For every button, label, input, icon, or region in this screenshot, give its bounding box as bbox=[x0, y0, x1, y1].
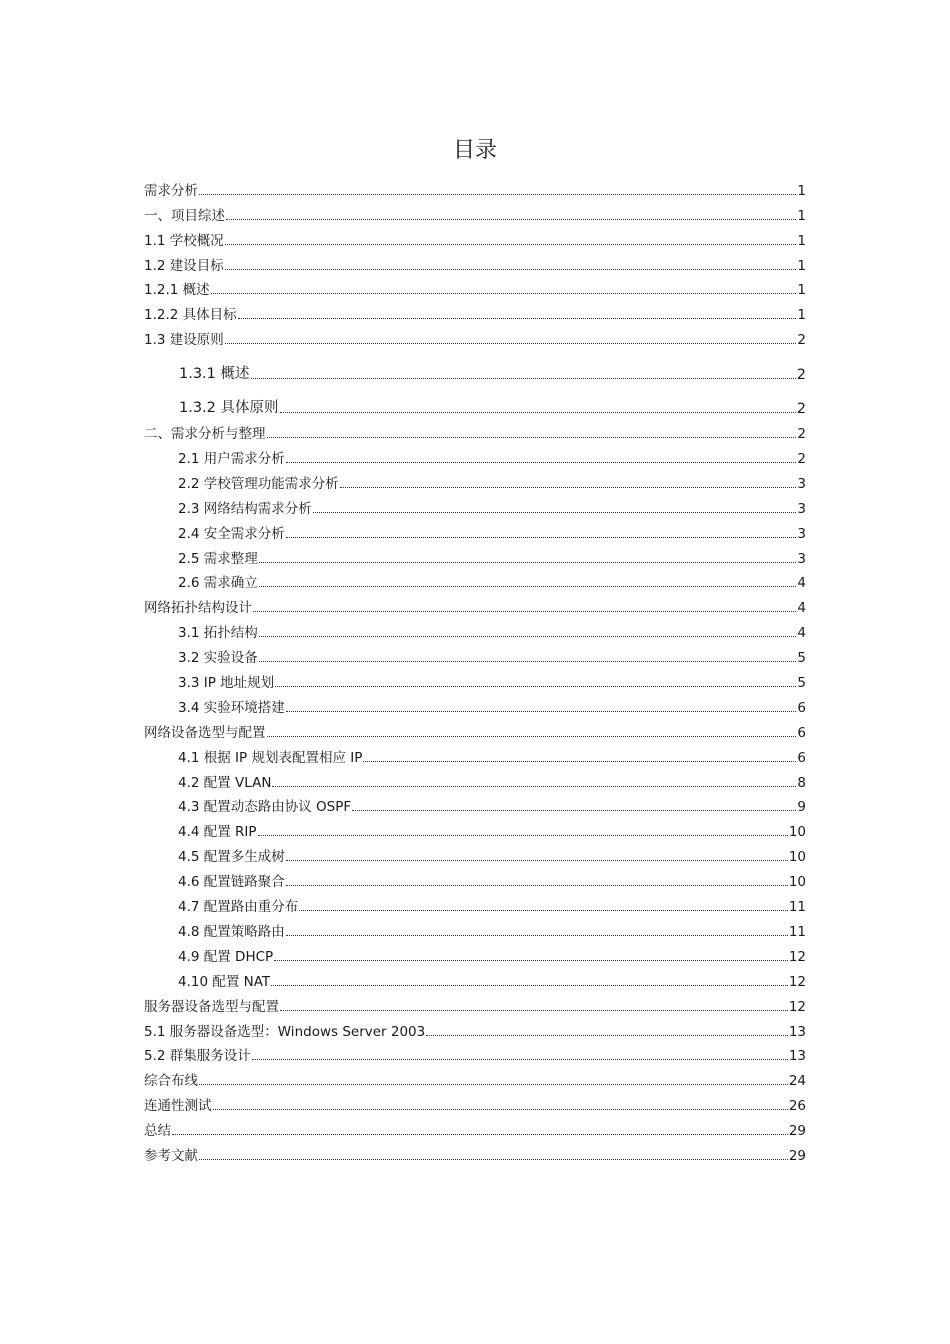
toc-entry-page-number: 29 bbox=[788, 1123, 806, 1140]
toc-entry-page-number: 11 bbox=[788, 923, 806, 940]
toc-dot-leader bbox=[211, 293, 797, 294]
toc-entry[interactable] bbox=[144, 174, 806, 199]
toc-entry-page-number: 2 bbox=[796, 366, 806, 383]
toc-entry-label: 1.2 建设目标 bbox=[144, 257, 224, 274]
toc-dot-leader bbox=[286, 860, 788, 861]
toc-entry[interactable] bbox=[144, 691, 806, 716]
toc-entry-page-number: 3 bbox=[797, 500, 806, 517]
toc-dot-leader bbox=[172, 1134, 788, 1135]
toc-dot-leader bbox=[267, 736, 797, 737]
toc-entry-label: 2.6 需求确立 bbox=[178, 575, 258, 592]
toc-entry-page-number: 4 bbox=[797, 625, 806, 642]
toc-dot-leader bbox=[226, 219, 796, 220]
toc-dot-leader bbox=[280, 412, 796, 413]
toc-entry[interactable] bbox=[144, 542, 806, 567]
toc-entry-label: 4.7 配置路由重分布 bbox=[178, 899, 299, 916]
toc-entry[interactable] bbox=[144, 766, 806, 791]
toc-entry-label: 5.2 群集服务设计 bbox=[144, 1048, 251, 1065]
toc-entry-page-number: 13 bbox=[788, 1023, 806, 1040]
toc-entry-page-number: 29 bbox=[788, 1147, 806, 1164]
toc-dot-leader bbox=[272, 786, 796, 787]
toc-entry-label: 需求分析 bbox=[144, 182, 198, 199]
toc-entry-page-number: 1 bbox=[797, 232, 806, 249]
toc-entry-label: 4.1 根据 IP 规划表配置相应 IP bbox=[178, 749, 363, 766]
toc-entry-label: 服务器设备选型与配置 bbox=[144, 998, 279, 1015]
toc-dot-leader bbox=[363, 761, 796, 762]
toc-dot-leader bbox=[426, 1035, 788, 1036]
toc-entry-page-number: 1 bbox=[797, 182, 806, 199]
toc-entry[interactable] bbox=[144, 890, 806, 915]
toc-entry-label: 2.3 网络结构需求分析 bbox=[178, 500, 312, 517]
toc-entry[interactable] bbox=[144, 915, 806, 940]
toc-entry[interactable] bbox=[144, 567, 806, 592]
toc-dot-leader bbox=[313, 512, 797, 513]
toc-entry-label: 1.3.2 具体原则 bbox=[179, 400, 279, 417]
toc-entry[interactable] bbox=[144, 791, 806, 816]
toc-entry[interactable] bbox=[144, 467, 806, 492]
toc-entry[interactable] bbox=[144, 249, 806, 274]
toc-entry[interactable] bbox=[144, 840, 806, 865]
toc-entry-page-number: 1 bbox=[797, 282, 806, 299]
toc-entry[interactable] bbox=[144, 865, 806, 890]
toc-dot-leader bbox=[225, 269, 797, 270]
toc-entry[interactable] bbox=[144, 517, 806, 542]
toc-entry-page-number: 6 bbox=[797, 724, 806, 741]
toc-entry[interactable] bbox=[144, 1015, 806, 1040]
toc-entry-page-number: 3 bbox=[797, 475, 806, 492]
toc-entry-page-number: 12 bbox=[788, 973, 806, 990]
toc-dot-leader bbox=[238, 318, 797, 319]
toc-entry-page-number: 2 bbox=[796, 401, 806, 418]
toc-entry[interactable] bbox=[144, 417, 806, 442]
toc-dot-leader bbox=[259, 636, 797, 637]
table-of-contents bbox=[144, 174, 806, 1164]
toc-entry-page-number: 6 bbox=[797, 699, 806, 716]
toc-dot-leader bbox=[259, 661, 797, 662]
toc-entry-page-number: 1 bbox=[797, 207, 806, 224]
toc-entry[interactable] bbox=[144, 591, 806, 616]
toc-dot-leader bbox=[286, 462, 797, 463]
toc-entry-label: 4.2 配置 VLAN bbox=[178, 774, 272, 791]
toc-entry-label: 3.2 实验设备 bbox=[178, 650, 258, 667]
toc-entry-page-number: 1 bbox=[797, 257, 806, 274]
toc-entry[interactable] bbox=[144, 940, 806, 965]
toc-entry-label: 连通性测试 bbox=[144, 1098, 212, 1115]
toc-entry-label: 4.8 配置策略路由 bbox=[178, 923, 285, 940]
toc-entry-page-number: 10 bbox=[788, 849, 806, 866]
toc-entry-label: 2.1 用户需求分析 bbox=[178, 451, 285, 468]
toc-entry[interactable] bbox=[144, 199, 806, 224]
toc-entry-label: 总结 bbox=[144, 1123, 171, 1140]
toc-entry-page-number: 3 bbox=[797, 550, 806, 567]
toc-entry-page-number: 24 bbox=[788, 1073, 806, 1090]
toc-entry-label: 1.3 建设原则 bbox=[144, 332, 224, 349]
toc-entry-label: 1.2.2 具体目标 bbox=[144, 307, 237, 324]
toc-entry[interactable] bbox=[144, 298, 806, 323]
toc-entry-page-number: 8 bbox=[797, 774, 806, 791]
toc-dot-leader bbox=[253, 611, 796, 612]
toc-dot-leader bbox=[286, 537, 797, 538]
toc-entry-label: 4.4 配置 RIP bbox=[178, 824, 257, 841]
toc-entry[interactable] bbox=[144, 1040, 806, 1065]
toc-dot-leader bbox=[286, 711, 797, 712]
toc-entry-page-number: 9 bbox=[797, 799, 806, 816]
toc-entry-label: 2.5 需求整理 bbox=[178, 550, 258, 567]
toc-dot-leader bbox=[280, 1010, 788, 1011]
toc-entry-page-number: 10 bbox=[788, 874, 806, 891]
toc-entry-label: 3.3 IP 地址规划 bbox=[178, 675, 275, 692]
toc-entry-label: 2.2 学校管理功能需求分析 bbox=[178, 475, 339, 492]
toc-dot-leader bbox=[259, 562, 797, 563]
toc-entry-label: 综合布线 bbox=[144, 1073, 198, 1090]
toc-entry-page-number: 2 bbox=[797, 451, 806, 468]
toc-entry-label: 网络设备选型与配置 bbox=[144, 724, 266, 741]
toc-entry-label: 1.1 学校概况 bbox=[144, 232, 224, 249]
toc-entry-page-number: 11 bbox=[788, 899, 806, 916]
toc-entry-label: 4.10 配置 NAT bbox=[178, 973, 271, 990]
toc-entry-page-number: 12 bbox=[788, 998, 806, 1015]
toc-entry-label: 二、需求分析与整理 bbox=[144, 426, 266, 443]
toc-dot-leader bbox=[259, 586, 797, 587]
toc-entry[interactable] bbox=[144, 815, 806, 840]
toc-entry-label: 1.2.1 概述 bbox=[144, 282, 210, 299]
toc-dot-leader bbox=[352, 810, 796, 811]
toc-dot-leader bbox=[225, 244, 797, 245]
toc-dot-leader bbox=[199, 1084, 788, 1085]
toc-entry-page-number: 4 bbox=[797, 575, 806, 592]
toc-entry[interactable] bbox=[144, 323, 806, 348]
toc-entry-label: 3.1 拓扑结构 bbox=[178, 625, 258, 642]
toc-entry[interactable] bbox=[144, 1139, 806, 1164]
toc-entry-page-number: 1 bbox=[797, 307, 806, 324]
toc-entry-label: 4.6 配置链路聚合 bbox=[178, 874, 285, 891]
toc-entry-page-number: 26 bbox=[788, 1098, 806, 1115]
toc-entry-page-number: 2 bbox=[797, 426, 806, 443]
toc-entry[interactable] bbox=[144, 666, 806, 691]
toc-dot-leader bbox=[251, 378, 796, 379]
toc-entry-label: 5.1 服务器设备选型：Windows Server 2003 bbox=[144, 1023, 426, 1040]
toc-entry[interactable] bbox=[144, 224, 806, 249]
toc-dot-leader bbox=[267, 437, 797, 438]
toc-entry-label: 1.3.1 概述 bbox=[179, 365, 250, 382]
toc-entry[interactable] bbox=[144, 1089, 806, 1114]
toc-entry[interactable] bbox=[144, 741, 806, 766]
toc-entry-page-number: 10 bbox=[788, 824, 806, 841]
toc-entry-label: 4.3 配置动态路由协议 OSPF bbox=[178, 799, 352, 816]
toc-dot-leader bbox=[274, 960, 788, 961]
toc-entry[interactable] bbox=[144, 965, 806, 990]
toc-entry[interactable] bbox=[144, 716, 806, 741]
toc-entry[interactable] bbox=[144, 442, 806, 467]
toc-entry-label: 网络拓扑结构设计 bbox=[144, 600, 252, 617]
toc-dot-leader bbox=[271, 985, 788, 986]
toc-entry-page-number: 12 bbox=[788, 948, 806, 965]
toc-dot-leader bbox=[286, 885, 788, 886]
toc-entry[interactable] bbox=[144, 641, 806, 666]
toc-dot-leader bbox=[340, 487, 797, 488]
toc-entry[interactable] bbox=[144, 383, 806, 418]
toc-entry[interactable] bbox=[144, 1064, 806, 1089]
toc-entry[interactable] bbox=[144, 616, 806, 641]
toc-dot-leader bbox=[299, 910, 788, 911]
toc-dot-leader bbox=[199, 1159, 788, 1160]
toc-entry[interactable] bbox=[144, 990, 806, 1015]
toc-entry-label: 4.5 配置多生成树 bbox=[178, 849, 285, 866]
toc-entry[interactable] bbox=[144, 348, 806, 383]
toc-entry-label: 2.4 安全需求分析 bbox=[178, 525, 285, 542]
toc-entry-label: 4.9 配置 DHCP bbox=[178, 948, 274, 965]
toc-entry-label: 参考文献 bbox=[144, 1147, 198, 1164]
toc-entry-page-number: 5 bbox=[797, 650, 806, 667]
toc-entry-page-number: 3 bbox=[797, 525, 806, 542]
toc-dot-leader bbox=[252, 1059, 788, 1060]
toc-entry[interactable] bbox=[144, 1114, 806, 1139]
toc-entry-label: 一、项目综述 bbox=[144, 207, 225, 224]
toc-entry-page-number: 2 bbox=[797, 332, 806, 349]
toc-entry[interactable] bbox=[144, 274, 806, 299]
page-title: 目录 bbox=[452, 138, 497, 163]
toc-dot-leader bbox=[225, 343, 797, 344]
toc-entry-page-number: 13 bbox=[788, 1048, 806, 1065]
toc-entry-page-number: 6 bbox=[797, 749, 806, 766]
toc-entry-page-number: 5 bbox=[797, 675, 806, 692]
toc-dot-leader bbox=[286, 935, 788, 936]
toc-dot-leader bbox=[213, 1109, 788, 1110]
toc-dot-leader bbox=[275, 686, 796, 687]
toc-entry-page-number: 4 bbox=[797, 600, 806, 617]
toc-dot-leader bbox=[258, 835, 788, 836]
toc-entry[interactable] bbox=[144, 492, 806, 517]
toc-dot-leader bbox=[199, 194, 796, 195]
toc-entry-label: 3.4 实验环境搭建 bbox=[178, 699, 285, 716]
